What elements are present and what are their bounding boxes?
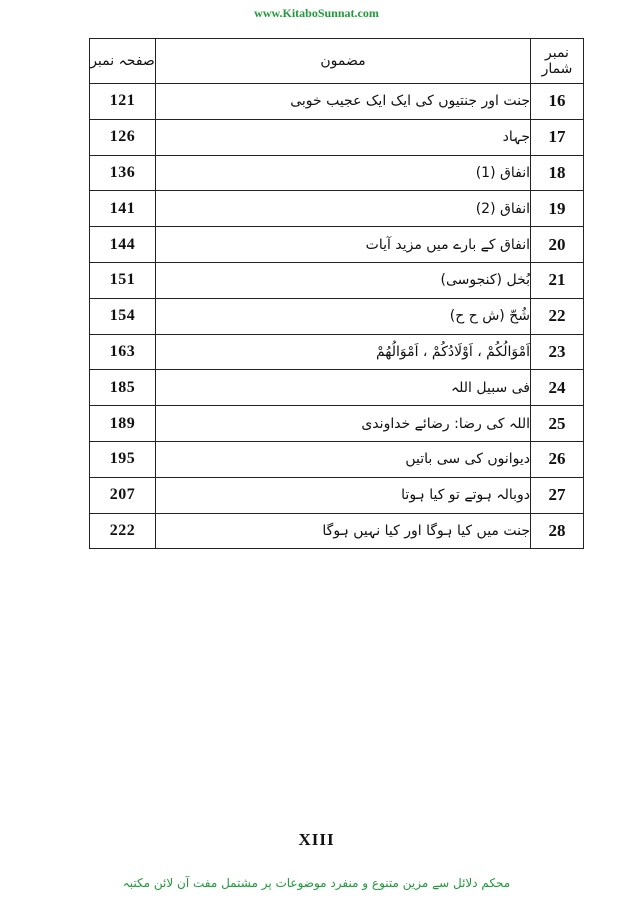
page-cell: 136 <box>90 155 156 191</box>
page-cell: 222 <box>90 513 156 549</box>
table-row <box>90 513 584 549</box>
table-row <box>90 477 584 513</box>
subject-cell: جہاد <box>156 119 531 155</box>
table-row <box>90 298 584 334</box>
number-cell: 23 <box>531 334 584 370</box>
page-cell: 151 <box>90 262 156 298</box>
subject-cell: جنت اور جنتیوں کی ایک ایک عجیب خوبی <box>156 84 531 120</box>
number-cell: 22 <box>531 298 584 334</box>
table-row <box>90 441 584 477</box>
subject-cell: دیوانوں کی سی باتیں <box>156 441 531 477</box>
column-header-subject: مضمون <box>156 39 531 84</box>
page-cell: 195 <box>90 441 156 477</box>
table-row <box>90 119 584 155</box>
table-row <box>90 334 584 370</box>
subject-cell: دوبالہ ہوتے تو کیا ہوتا <box>156 477 531 513</box>
page-cell: 121 <box>90 84 156 120</box>
number-cell: 21 <box>531 262 584 298</box>
subject-cell: جنت میں کیا ہوگا اور کیا نہیں ہوگا <box>156 513 531 549</box>
number-cell: 17 <box>531 119 584 155</box>
page-cell: 189 <box>90 406 156 442</box>
subject-cell: اللہ کی رضا: رضائے خداوندی <box>156 406 531 442</box>
subject-cell: شُحّ (ش ح ح) <box>156 298 531 334</box>
page-cell: 154 <box>90 298 156 334</box>
page-number: XIII <box>298 830 335 849</box>
number-cell: 20 <box>531 227 584 263</box>
number-cell: 24 <box>531 370 584 406</box>
subject-cell: فی سبیل اللہ <box>156 370 531 406</box>
page-cell: 185 <box>90 370 156 406</box>
number-cell: 28 <box>531 513 584 549</box>
table-row <box>90 227 584 263</box>
site-url[interactable]: www.KitaboSunnat.com <box>254 6 379 20</box>
subject-cell: انفاق (2) <box>156 191 531 227</box>
number-cell: 27 <box>531 477 584 513</box>
toc-header-row <box>90 39 584 84</box>
column-header-number: نمبر شمار <box>531 39 584 84</box>
table-row <box>90 262 584 298</box>
table-of-contents <box>89 38 584 549</box>
page-cell: 141 <box>90 191 156 227</box>
subject-cell: بُخل (کنجوسی) <box>156 262 531 298</box>
subject-cell: اَمْوَالُکُمْ ، اَوْلَادُکُمْ ، اَمْوَالُھُمْ <box>156 334 531 370</box>
number-cell: 18 <box>531 155 584 191</box>
page-cell: 163 <box>90 334 156 370</box>
page-cell: 126 <box>90 119 156 155</box>
table-row <box>90 155 584 191</box>
table-row <box>90 370 584 406</box>
page-cell: 207 <box>90 477 156 513</box>
table-row <box>90 84 584 120</box>
page-cell: 144 <box>90 227 156 263</box>
number-cell: 16 <box>531 84 584 120</box>
number-cell: 25 <box>531 406 584 442</box>
number-cell: 19 <box>531 191 584 227</box>
number-cell: 26 <box>531 441 584 477</box>
subject-cell: انفاق (1) <box>156 155 531 191</box>
subject-cell: انفاق کے بارے میں مزید آیات <box>156 227 531 263</box>
table-row <box>90 191 584 227</box>
footer-tagline: محکم دلائل سے مزین متنوع و منفرد موضوعات پر مشتمل مفت آن لائن مکتبہ <box>122 876 511 890</box>
table-row <box>90 406 584 442</box>
column-header-page: صفحہ نمبر <box>90 39 156 84</box>
